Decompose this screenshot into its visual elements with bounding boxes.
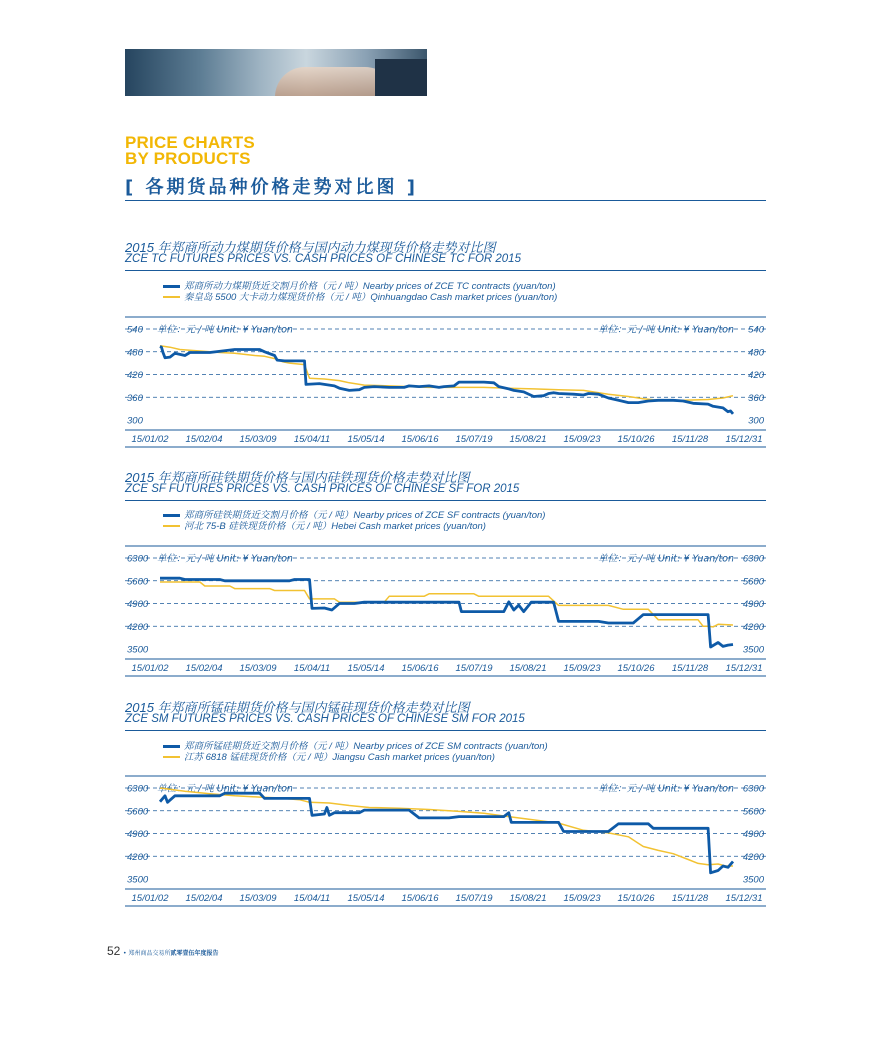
legend-label: 河北 75-B 硅铁现货价格（元 / 吨）Hebei Cash market prices (yuan/ton) bbox=[184, 521, 486, 532]
y-tick-label-left: 4900 bbox=[127, 829, 149, 840]
y-tick-label-left: 6300 bbox=[127, 553, 149, 565]
futures-swatch bbox=[163, 514, 180, 517]
unit-label-left: 单位：元 / 吨 Unit: ¥ Yuan/ton bbox=[157, 324, 293, 336]
y-tick-label-left: 420 bbox=[127, 370, 143, 381]
unit-label-right: 单位：元 / 吨 Unit: ¥ Yuan/ton bbox=[598, 324, 734, 336]
y-tick-label-left: 540 bbox=[127, 324, 143, 336]
futures-swatch bbox=[163, 285, 180, 288]
legend-label: 秦皇岛 5500 大卡动力煤现货价格（元 / 吨）Qinhuangdao Cash market prices (yuan/ton) bbox=[184, 292, 558, 303]
futures-price-line bbox=[160, 346, 733, 414]
x-tick-label: 15/08/21 bbox=[509, 663, 547, 674]
chart2-legend-cash bbox=[163, 518, 486, 532]
x-tick-label: 15/10/26 bbox=[617, 893, 655, 904]
x-tick-label: 15/06/16 bbox=[401, 893, 439, 904]
chart1-legend-cash bbox=[163, 289, 557, 303]
y-tick-label-left: 300 bbox=[127, 415, 143, 427]
cash-price-line bbox=[160, 346, 733, 401]
x-tick-label: 15/07/19 bbox=[455, 663, 493, 674]
y-tick-label-right: 5600 bbox=[742, 576, 764, 588]
x-tick-label: 15/11/28 bbox=[671, 893, 709, 904]
chart3-legend-cash bbox=[163, 749, 495, 763]
y-tick-label-right: 4200 bbox=[742, 851, 764, 863]
x-tick-label: 15/05/14 bbox=[347, 663, 385, 674]
y-tick-label-right: 5600 bbox=[742, 806, 764, 818]
x-tick-label: 15/04/11 bbox=[293, 893, 331, 904]
x-tick-label: 15/03/09 bbox=[239, 434, 277, 445]
x-tick-label: 15/08/21 bbox=[509, 893, 547, 904]
unit-label-left: 单位：元 / 吨 Unit: ¥ Yuan/ton bbox=[157, 553, 293, 565]
cash-swatch bbox=[163, 525, 180, 527]
y-tick-label-right: 540 bbox=[748, 324, 764, 336]
x-tick-label: 15/06/16 bbox=[401, 663, 439, 674]
header-photo bbox=[125, 49, 427, 96]
y-tick-label-right: 480 bbox=[748, 347, 764, 359]
x-tick-label: 15/12/31 bbox=[725, 434, 763, 445]
cash-swatch bbox=[163, 756, 180, 758]
unit-label-left: 单位：元 / 吨 Unit: ¥ Yuan/ton bbox=[157, 783, 293, 795]
cash-price-line bbox=[160, 582, 733, 627]
y-tick-label-right: 3500 bbox=[742, 644, 764, 656]
y-tick-label-left: 4200 bbox=[127, 851, 149, 863]
chart1-title-en: ZCE TC FUTURES PRICES VS. CASH PRICES OF CHINESE TC FOR 2015 bbox=[125, 253, 521, 265]
futures-price-line bbox=[160, 793, 733, 873]
unit-label-right: 单位：元 / 吨 Unit: ¥ Yuan/ton bbox=[598, 553, 734, 565]
header-divider bbox=[125, 200, 766, 201]
x-tick-label: 15/07/19 bbox=[455, 893, 493, 904]
x-tick-label: 15/01/02 bbox=[131, 893, 169, 904]
y-tick-label-left: 3500 bbox=[127, 644, 149, 656]
chart1-tc-prices bbox=[0, 316, 891, 448]
y-tick-label-left: 6300 bbox=[127, 783, 149, 795]
x-tick-label: 15/10/26 bbox=[617, 434, 655, 445]
x-tick-label: 15/01/02 bbox=[131, 434, 169, 445]
y-tick-label-right: 4200 bbox=[742, 621, 764, 633]
legend-label: 郑商所硅铁期货近交割月价格（元 / 吨）Nearby prices of ZCE SF contracts (yuan/ton) bbox=[184, 510, 546, 521]
footer-text bbox=[123, 948, 218, 957]
x-tick-label: 15/03/09 bbox=[239, 663, 277, 674]
y-tick-label-right: 360 bbox=[748, 392, 764, 404]
y-tick-label-left: 3500 bbox=[127, 874, 149, 886]
x-tick-label: 15/11/28 bbox=[671, 663, 709, 674]
x-tick-label: 15/04/11 bbox=[293, 663, 331, 674]
unit-label-right: 单位：元 / 吨 Unit: ¥ Yuan/ton bbox=[598, 783, 734, 795]
chart1-title-cn: 2015 年郑商所动力煤期货价格与国内动力煤现货价格走势对比图 bbox=[125, 240, 496, 255]
y-tick-label-right: 420 bbox=[748, 370, 764, 381]
x-tick-label: 15/01/02 bbox=[131, 663, 169, 674]
y-tick-label-left: 4900 bbox=[127, 599, 149, 610]
x-tick-label: 15/05/14 bbox=[347, 434, 385, 445]
x-tick-label: 15/06/16 bbox=[401, 434, 439, 445]
cash-price-line bbox=[160, 788, 733, 866]
chart2-title-en: ZCE SF FUTURES PRICES VS. CASH PRICES OF CHINESE SF FOR 2015 bbox=[125, 483, 520, 495]
y-tick-label-left: 5600 bbox=[127, 576, 149, 588]
x-tick-label: 15/02/04 bbox=[185, 434, 223, 445]
x-tick-label: 15/02/04 bbox=[185, 663, 223, 674]
x-tick-label: 15/07/19 bbox=[455, 434, 493, 445]
y-tick-label-right: 6300 bbox=[742, 553, 764, 565]
chart3-sm-prices bbox=[0, 775, 891, 908]
page-title-cn: [ 各期货品种价格走势对比图 ] bbox=[125, 177, 418, 198]
futures-swatch bbox=[163, 745, 180, 748]
x-tick-label: 15/10/26 bbox=[617, 663, 655, 674]
chart3-title-en: ZCE SM FUTURES PRICES VS. CASH PRICES OF CHINESE SM FOR 2015 bbox=[125, 713, 525, 725]
x-tick-label: 15/12/31 bbox=[725, 663, 763, 674]
y-tick-label-right: 300 bbox=[748, 415, 764, 427]
chart3-divider bbox=[125, 730, 766, 731]
x-tick-label: 15/05/14 bbox=[347, 893, 385, 904]
y-tick-label-left: 360 bbox=[127, 392, 143, 404]
x-tick-label: 15/03/09 bbox=[239, 893, 277, 904]
y-tick-label-right: 4900 bbox=[742, 599, 764, 610]
x-tick-label: 15/12/31 bbox=[725, 893, 763, 904]
legend-label: 郑商所动力煤期货近交割月价格（元 / 吨）Nearby prices of ZCE TC contracts (yuan/ton) bbox=[184, 281, 556, 292]
y-tick-label-right: 3500 bbox=[742, 874, 764, 886]
chart2-title-cn: 2015 年郑商所硅铁期货价格与国内硅铁现货价格走势对比图 bbox=[125, 470, 470, 485]
footer-report-name: 贰零壹伍年度报告 bbox=[170, 950, 219, 957]
x-tick-label: 15/09/23 bbox=[563, 893, 601, 904]
page-title-line2: BY PRODUCTS bbox=[125, 149, 251, 168]
x-tick-label: 15/11/28 bbox=[671, 434, 709, 445]
legend-label: 江苏 6818 锰硅现货价格（元 / 吨）Jiangsu Cash market prices (yuan/ton) bbox=[184, 752, 495, 763]
y-tick-label-right: 6300 bbox=[742, 783, 764, 795]
x-tick-label: 15/09/23 bbox=[563, 434, 601, 445]
chart3-title-cn: 2015 年郑商所锰硅期货价格与国内锰硅现货价格走势对比图 bbox=[125, 700, 470, 715]
x-tick-label: 15/08/21 bbox=[509, 434, 547, 445]
y-tick-label-left: 5600 bbox=[127, 806, 149, 818]
cash-swatch bbox=[163, 296, 180, 298]
page-number: 52 bbox=[107, 944, 121, 958]
y-tick-label-left: 480 bbox=[127, 347, 143, 359]
sleeve-graphic bbox=[375, 59, 427, 96]
x-tick-label: 15/04/11 bbox=[293, 434, 331, 445]
page-title-line1: PRICE CHARTS bbox=[125, 133, 255, 152]
x-tick-label: 15/02/04 bbox=[185, 893, 223, 904]
chart2-divider bbox=[125, 500, 766, 501]
legend-label: 郑商所锰硅期货近交割月价格（元 / 吨）Nearby prices of ZCE SM contracts (yuan/ton) bbox=[184, 741, 548, 752]
x-tick-label: 15/09/23 bbox=[563, 663, 601, 674]
chart2-sf-prices bbox=[0, 545, 891, 678]
y-tick-label-right: 4900 bbox=[742, 829, 764, 840]
page-title bbox=[125, 135, 255, 167]
y-tick-label-left: 4200 bbox=[127, 621, 149, 633]
chart1-divider bbox=[125, 270, 766, 271]
footer-prefix: • 郑州商品交易所 bbox=[123, 950, 171, 957]
